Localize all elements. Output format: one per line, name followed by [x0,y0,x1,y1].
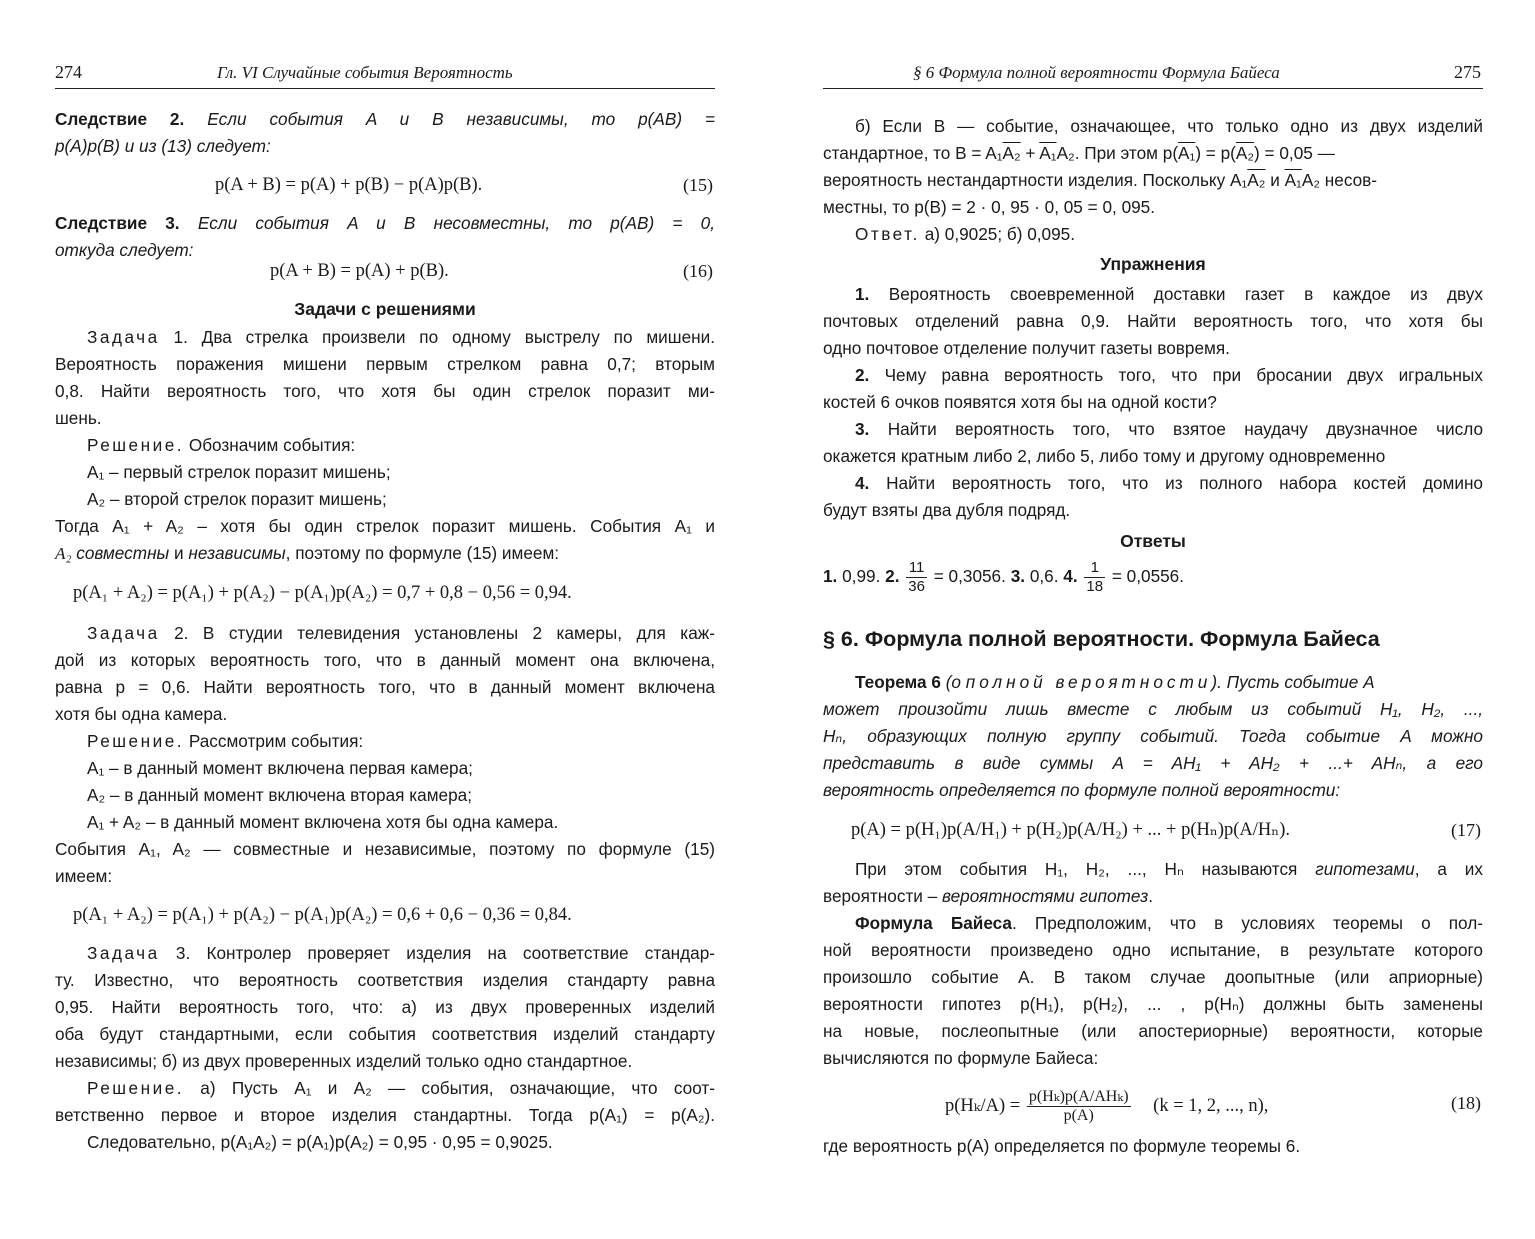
equation-16-number: (16) [683,261,713,281]
part-b-line-2: стандартное, то B = A₁A₂ + A₁A₂. При этом p(A₁) = p(A₂) = 0,05 — [823,143,1335,163]
part-b-line-4: местны, то p(B) = 2 · 0, 95 · 0, 05 = 0, 095. [823,197,1156,217]
solution-2-event-a1: A₁ – в данный момент включена первая камера; [87,758,473,778]
solution-3-line-3: Следовательно, p(A₁A₂) = p(A₁)p(A₂) = 0,95 · 0,95 = 0,9025. [87,1132,553,1152]
closing-line: где вероятность p(A) определяется по формуле теоремы 6. [823,1136,1301,1156]
equation-18: p(Hₖ/A) = $\frac{\text{p(Hₖ)p(A/AHₖ)}}{p(A)}$ (k = 1, 2, ..., n), [945,1088,1269,1124]
bayes-line-6: вычисляются по формуле Байеса: [823,1048,1099,1068]
solution-1-event-a2: A₂ – второй стрелок поразит мишень; [87,489,387,509]
exercise-3-line-2: окажется кратным либо 2, либо 5, либо тому и другому одновременно [823,446,1386,466]
theorem-line-1: Теорема 6 (о полной вероятности). Пусть событие A [855,672,1375,692]
right-page [823,0,1483,1239]
answer-line: Ответ. а) 0,9025; б) 0,095. [855,224,1076,244]
part-b-line-1: б) Если B — событие, означающее, что только одно из двух изделий [855,116,1483,136]
theorem-line-4: представить в виде суммы A = AH₁ + AH₂ + ...+ AHₙ, а его [823,753,1483,773]
part-b-line-3: вероятность нестандартности изделия. Поскольку A₁A₂ и A₁A₂ несов- [823,170,1378,190]
left-running-head [55,62,715,89]
exercise-1-line-2: почтовых отделений равна 0,9. Найти вероятность того, что хотя бы [823,311,1483,331]
task-2-line-3: равна p = 0,6. Найти вероятность того, что в данный момент включена [55,677,715,697]
left-page [55,0,715,1239]
exercise-3-line-1: 3. Найти вероятность того, что взятое наудачу двузначное число [855,419,1483,439]
right-running-title: § 6 Формула полной вероятности Формула Байеса [913,63,1280,82]
answer-4-fraction: $\frac{1}{18}$ [1086,558,1104,595]
solution-2-line-1: Решение. Рассмотрим события: [87,731,364,751]
theorem-line-3: Hₙ, образующих полную группу событий. Тогда событие A можно [823,726,1483,746]
exercise-4-line-1: 4. Найти вероятность того, что из полного набора костей домино [855,473,1483,493]
corollary-2-line-1: Следствие 2. Если события A и B независимы, то p(AB) = [55,109,716,129]
task-2-line-1: Задача 2. В студии телевидения установлены 2 камеры, для каж- [87,623,715,643]
equation-18-fraction: $\frac{\text{p(Hₖ)p(A/AHₖ)}}{p(A)}$ [1028,1088,1129,1124]
right-running-head [823,62,1483,89]
corollary-2-line-2: p(A)p(B) и из (13) следует: [55,136,271,156]
left-running-title: Гл. VI Случайные события Вероятность [217,63,513,82]
corollary-3-line-1: Следствие 3. Если события A и B несовместны, то p(AB) = 0, [55,213,715,233]
equation-16: p(A + B) = p(A) + p(B). [270,261,449,281]
task-2-line-4: хотя бы одна камера. [55,704,228,724]
answers-heading: Ответы [1120,531,1186,551]
solution-2-event-sum: A₁ + A₂ – в данный момент включена хотя бы одна камера. [87,812,559,832]
theorem-line-2: может произойти лишь вместе с любым из событий H₁, H₂, ..., [823,699,1483,719]
exercise-2-line-1: 2. Чему равна вероятность того, что при бросании двух игральных [855,365,1483,385]
solution-1-line-1: Решение. Обозначим события: [87,435,356,455]
task-1-line-3: 0,8. Найти вероятность того, что хотя бы один стрелок поразит ми- [55,381,715,401]
hypotheses-line-1: При этом события H₁, H₂, ..., Hₙ называются гипотезами, а их [855,859,1483,879]
task-1-line-4: шень. [55,408,102,428]
solution-1-line-5: A₂ совместны и независимы, поэтому по формуле (15) имеем: [55,543,560,563]
solution-2-line-5: События A₁, A₂ — совместные и независимые, поэтому по формуле (15) [55,839,715,859]
equation-18-number: (18) [1451,1093,1481,1113]
task-2-line-2: дой из которых вероятность того, что в данный момент она включена, [55,650,715,670]
bayes-line-3: произошло событие A. В таком случае доопытные (или априорные) [823,967,1483,987]
solution-1-line-4: Тогда A₁ + A₂ – хотя бы один стрелок поразит мишень. События A₁ и [55,516,715,536]
solution-1-equation: p(A₁ + A₂) = p(A₁) + p(A₂) − p(A₁)p(A₂) = 0,7 + 0,8 − 0,56 = 0,94. [73,583,572,603]
exercise-2-line-2: костей 6 очков появятся хотя бы на одной кости? [823,392,1217,412]
task-1-line-1: Задача 1. Два стрелка произвели по одному выстрелу по мишени. [87,327,715,347]
exercise-4-line-2: будут взяты два дубля подряд. [823,500,1071,520]
equation-15-number: (15) [683,175,713,195]
solution-3-line-2: ветственно первое и второе изделия стандартны. Тогда p(A₁) = p(A₂). [55,1105,715,1125]
solution-2-line-6: имеем: [55,866,113,886]
hypotheses-line-2: вероятности – вероятностями гипотез. [823,886,1153,906]
tasks-heading: Задачи с решениями [294,299,476,319]
right-page-number: 275 [1454,62,1481,82]
bayes-line-1: Формула Байеса. Предположим, что в условиях теоремы о пол- [855,913,1483,933]
exercise-1-line-3: одно почтовое отделение получит газеты вовремя. [823,338,1230,358]
answer-2-fraction: $\frac{11}{36}$ [908,558,925,595]
equation-15: p(A + B) = p(A) + p(B) − p(A)p(B). [215,175,483,195]
bayes-line-2: ной вероятности произведено одно испытание, в результате которого [823,940,1483,960]
solution-2-event-a2: A₂ – в данный момент включена вторая камера; [87,785,472,805]
solution-3-line-1: Решение. а) Пусть A₁ и A₂ — события, означающие, что соот- [87,1078,715,1098]
bayes-line-4: вероятности гипотез p(H₁), p(H₂), ... , p(Hₙ) должны быть заменены [823,994,1483,1014]
left-page-number: 274 [55,62,82,82]
equation-17-number: (17) [1451,820,1481,840]
task-3-line-1: Задача 3. Контролер проверяет изделия на соответствие стандар- [87,943,716,963]
task-3-line-3: 0,95. Найти вероятность того, что: а) из двух проверенных изделий [55,997,715,1017]
bayes-line-5: на новые, послеопытные (или апостериорные) вероятности, которые [823,1021,1483,1041]
answers-line: 1. 0,99. 2. $\frac{11}{36}$ = 0,3056. 3. 0,6. 4. $\frac{1}{18}$ = 0,0556. [823,558,1185,595]
task-3-line-2: ту. Известно, что вероятность соответствия изделия стандарту равна [55,970,715,990]
exercises-heading: Упражнения [1100,254,1206,274]
exercise-1-line-1: 1. Вероятность своевременной доставки газет в каждое из двух [855,284,1483,304]
corollary-3-line-2: откуда следует: [55,240,194,260]
solution-2-equation: p(A₁ + A₂) = p(A₁) + p(A₂) − p(A₁)p(A₂) = 0,6 + 0,6 − 0,36 = 0,84. [73,905,572,925]
equation-17: p(A) = p(H₁)p(A/H₁) + p(H₂)p(A/H₂) + ... + p(Hₙ)p(A/Hₙ). [851,820,1291,840]
task-1-line-2: Вероятность поражения мишени первым стрелком равна 0,7; вторым [55,354,715,374]
section-title: § 6. Формула полной вероятности. Формула Байеса [823,627,1380,651]
task-3-line-5: независимы; б) из двух проверенных изделий только одно стандартное. [55,1051,633,1071]
task-3-line-4: оба будут стандартными, если события соответствия изделий стандарту [55,1024,715,1044]
theorem-line-5: вероятность определяется по формуле полной вероятности: [823,780,1341,800]
solution-1-event-a1: A₁ – первый стрелок поразит мишень; [87,462,391,482]
